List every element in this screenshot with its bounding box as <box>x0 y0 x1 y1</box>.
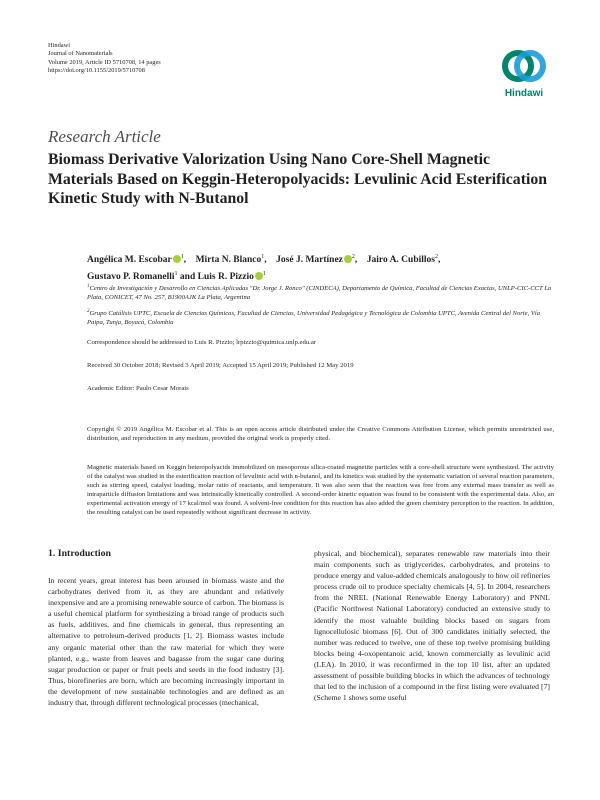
author-list: Angélica M. Escobar $^1$, Mirta N. Blanco$^1$, José J. Martínez $^2$, Jairo A. Cubillos$^2$, Gustavo P. Romanelli$^1$ and Luis R. Pizzio $^1$ <box>87 254 450 283</box>
author-affiliation-number: 1 <box>262 271 266 278</box>
left-column <box>48 575 284 708</box>
intro-paragraph-left: In recent years, great interest has been aroused in biomass waste and the carbohydrates derived from it, as they are abundant and relatively inexpensive and are a promising renewable source of carbon. The biomass is a useful chemical platform for synthesizing a broad range of products such as fuels, additives, and fine chemicals in general, thus representing an alternative to petroleum-derived products [1, 2]. Biomass wastes include any organic material other than the raw material for which they were planted, e.g., waste from leaves and bagasse from the sugar cane during sugar production or paper or fruit peels and seeds in the food industry [3]. Thus, biorefineries are born, which are becoming increasingly important in the development of new sustainable technologies and are defined as an industry that, through different technological processes (mechanical, <box>48 576 284 708</box>
author-name-text: Mirta N. Blanco <box>195 255 262 266</box>
author-conjunction: and <box>177 272 198 283</box>
affiliation-number: 1 <box>87 284 90 289</box>
author-name[interactable] <box>87 255 184 265</box>
author-affiliation-number: 1 <box>180 254 184 260</box>
article-type: Research Article <box>48 127 161 146</box>
author-name[interactable] <box>367 255 438 265</box>
author-name-text: Gustavo P. Romanelli <box>87 272 175 283</box>
journal-name: Journal of Nanomaterials <box>48 50 113 58</box>
dates-line: Received 30 October 2018; Revised 3 April 2019; Accepted 15 April 2019; Published 12 May 2019 <box>87 362 354 369</box>
intro-paragraph-right: physical, and biochemical), separates renewable raw materials into their main components such as triglycerides, carbohydrates, and proteins to produce energy and value-added chemicals analogously to how oil refineries process crude oil to produce specialty chemicals [4, 5]. In 2004, researchers from the NREL (National Renewable Energy Laboratory) and PNNL (Pacific Northwest National Laboratory) conducted an extensive study to identify the most valuable building blocks based on sugars from lignocellulosic biomass [6]. Out of 300 candidates initially selected, the number was reduced to twelve, one of these top twelve promising building blocks being 4-oxopentanoic acid, known commercially as levulinic acid (LEA). In 2010, it was reconfirmed in the top 10 list, after an updated assessment of possible building blocks in which the advances of technology that led to the inclusion of a compound in the first listing were evaluated [7] (Scheme 1 shows some useful <box>314 549 550 703</box>
volume-line: Volume 2019, Article ID 5710708, 14 pages <box>48 58 161 66</box>
author-name[interactable] <box>276 255 355 265</box>
author-name-text: Angélica M. Escobar <box>87 255 172 266</box>
author-name-text: Luis R. Pizzio <box>197 272 254 283</box>
correspondence: Correspondence should be addressed to Luis R. Pizzio; lrpizzio@quimica.unlp.edu.ar <box>87 339 317 346</box>
article-title: Biomass Derivative Valorization Using Nano Core-Shell Magnetic Materials Based on Keggin-Heteropolyacids: Levulinic Acid Esterification Kinetic Study with N-Butanol <box>48 151 548 208</box>
author-name[interactable] <box>196 255 265 265</box>
doi-link[interactable]: https://doi.org/10.1155/2019/5710708 <box>48 67 145 75</box>
author-affiliation-number: 1 <box>261 254 265 260</box>
academic-editor: Academic Editor: Paulo Cesar Morais <box>87 385 189 392</box>
orcid-icon[interactable] <box>173 255 181 263</box>
journal-meta <box>48 42 161 76</box>
copyright-notice: Copyright © 2019 Angélica M. Escobar et al. This is an open access article distributed under the Creative Commons Attribution License, which permits unrestricted use, distribution, and reproduction in any medium, provided the original work is properly cited. <box>87 426 554 442</box>
author-name[interactable] <box>87 272 178 282</box>
publisher-name: Hindawi <box>48 42 71 49</box>
affiliation-text: Centro de Investigación y Desarrollo en Ciencias Aplicadas "Dr. Jorge J. Ronco" (CINDECA), Departamento de Química, Facultad de Ciencias Exactas, UNLP-CIC-CCT La Plata, CONICET, 47 No. 257, B1900AJK La Plata, Argentina <box>87 285 552 302</box>
author-name[interactable] <box>198 272 266 282</box>
affiliation-number: 2 <box>87 309 90 314</box>
hindawi-rings-icon <box>496 42 552 88</box>
affiliation-1 <box>87 282 557 302</box>
author-name-text: José J. Martínez <box>276 255 343 266</box>
right-column <box>314 548 550 703</box>
affiliation-text: Grupo Catálisis UPTC, Escuela de Ciencias Químicas, Facultad de Ciencias, Universidad Pedagógica y Tecnológica de Colombia UPTC, Avenida Central del Norte, Vía Paipa, Tunja, Boyacá, Colombia <box>87 310 541 327</box>
orcid-icon[interactable] <box>344 255 352 263</box>
author-affiliation-number: 2 <box>434 254 438 260</box>
logo-wordmark: Hindawi <box>504 88 544 99</box>
hindawi-logo <box>496 42 552 106</box>
author-affiliation-number: 1 <box>174 271 178 278</box>
author-name-text: Jairo A. Cubillos <box>366 255 435 266</box>
affiliation-2 <box>87 307 557 327</box>
orcid-icon[interactable] <box>255 272 263 280</box>
abstract: Magnetic materials based on Keggin heteropolyacids immobilized on mesoporous silica-coated magnetite particles with a core-shell structure were synthesized. The activity of the catalyst was studied in the esterification reaction of levulinic acid with n-butanol, and its kinetics was studied by the systematic variation of several reaction parameters, such as stirring speed, catalyst loading, molar ratio of reactants, and temperature. It was also seen that the reaction was free from any external mass transfer as well as intraparticle diffusion limitations and was intrinsically kinetically controlled. A second-order kinetic equation was found to be consistent with the experimental data. Also, an experimental activation energy of 17 kcal/mol was found. A solvent-free condition for this reaction has also added the green chemistry perception to the reaction. In addition, the resulting catalyst can be used repeatedly without significant decrease in activity. <box>87 464 554 516</box>
author-affiliation-number: 2 <box>351 254 355 260</box>
section-heading: 1. Introduction <box>48 548 111 559</box>
